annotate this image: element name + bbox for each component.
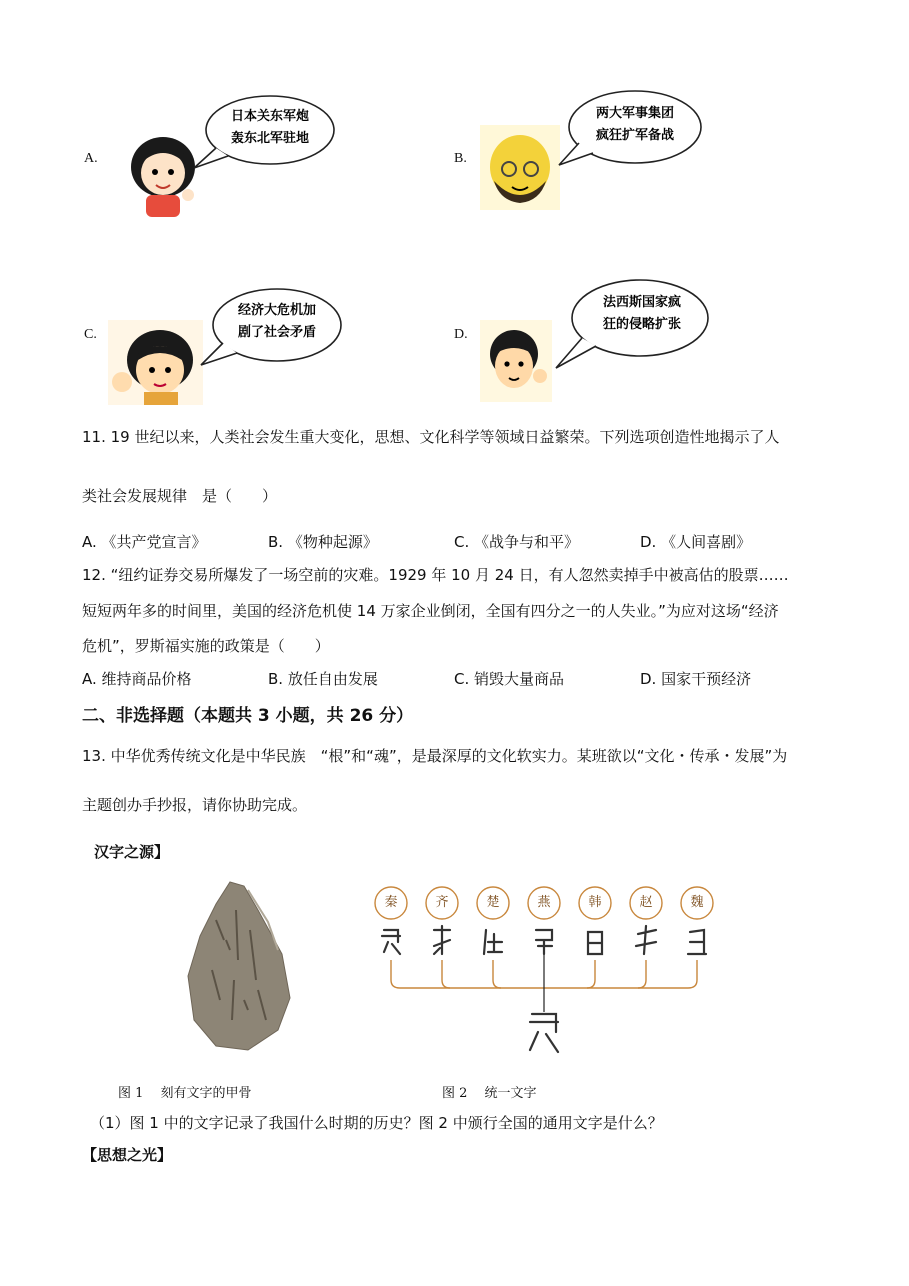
q12-stem-line2: 短短两年多的时间里，美国的经济危机使 14 万家企业倒闭，全国有四分之一的人失业。”为应对这场“经济 <box>82 602 779 620</box>
option-c-letter: C. <box>84 327 97 342</box>
grandpa-cartoon-b <box>480 125 560 210</box>
q12-option-c: C. 销毁大量商品 <box>454 670 565 688</box>
option-a-letter: A. <box>84 151 98 166</box>
oracle-bone-image <box>186 880 292 1052</box>
figure2-caption: 图 2 统一文字 <box>442 1086 537 1101</box>
bubble-a-line1: 日本关东军炮 <box>230 109 309 124</box>
state-yan: 燕 <box>537 895 551 910</box>
bubble-b-line1: 两大军事集团 <box>595 106 674 121</box>
q11-option-a: A. 《共产党宣言》 <box>82 533 207 551</box>
state-chu: 楚 <box>486 895 500 910</box>
option-d-letter: D. <box>454 327 468 342</box>
boy-cartoon-d <box>480 320 552 402</box>
q13-stem-line1: 13. 中华优秀传统文化是中华民族 “根”和“魂”，是最深厚的文化软实力。某班欲以“文化・传承・发展”为 <box>82 747 788 765</box>
q12-option-d: D. 国家干预经济 <box>640 670 752 688</box>
q12-option-b: B. 放任自由发展 <box>268 670 378 688</box>
q11-stem-line1: 11. 19 世纪以来，人类社会发生重大变化，思想、文化科学等领域日益繁荣。下列选项创造性地揭示了人 <box>82 428 780 446</box>
option-b-letter: B. <box>454 151 467 166</box>
q12-stem-line1: 12. “纽约证券交易所爆发了一场空前的灾难。1929 年 10 月 24 日，有人忽然卖掉手中被高估的股票…… <box>82 566 789 584</box>
girl-cartoon-c <box>108 320 203 405</box>
bubble-b-line2: 疯狂扩军备战 <box>595 128 674 143</box>
bubble-a-line2: 轰东北军驻地 <box>230 131 309 146</box>
bubble-c-line1: 经济大危机加 <box>237 303 316 318</box>
state-qi: 齐 <box>435 895 449 910</box>
figure1-caption: 图 1 刻有文字的甲骨 <box>118 1086 252 1101</box>
q12-stem-line3: 危机”，罗斯福实施的政策是（ ） <box>82 637 330 655</box>
bubble-c-line2: 剧了社会矛盾 <box>237 325 316 340</box>
q11-option-d: D. 《人间喜剧》 <box>640 533 752 551</box>
q11-stem-line2: 类社会发展规律 是（ ） <box>82 487 278 505</box>
q13-subquestion-1: （1）图 1 中的文字记录了我国什么时期的历史？图 2 中颁行全国的通用文字是什么？ <box>90 1114 663 1132</box>
state-han: 韩 <box>588 895 602 910</box>
q12-option-a: A. 维持商品价格 <box>82 670 192 688</box>
bubble-d-line2: 狂的侵略扩张 <box>602 317 681 332</box>
sub-heading-hanzi: 汉字之源】 <box>94 843 170 861</box>
bubble-d-line1: 法西斯国家疯 <box>602 295 681 310</box>
q11-option-b: B. 《物种起源》 <box>268 533 378 551</box>
q11-option-c: C. 《战争与和平》 <box>454 533 580 551</box>
state-qin: 秦 <box>384 895 398 910</box>
section-heading: 二、非选择题（本题共 3 小题，共 26 分） <box>82 706 414 726</box>
q13-stem-line2: 主题创办手抄报，请你协助完成。 <box>82 796 308 814</box>
state-zhao: 赵 <box>639 895 653 910</box>
state-wei: 魏 <box>690 895 704 910</box>
next-section-heading: 【思想之光】 <box>82 1146 173 1164</box>
